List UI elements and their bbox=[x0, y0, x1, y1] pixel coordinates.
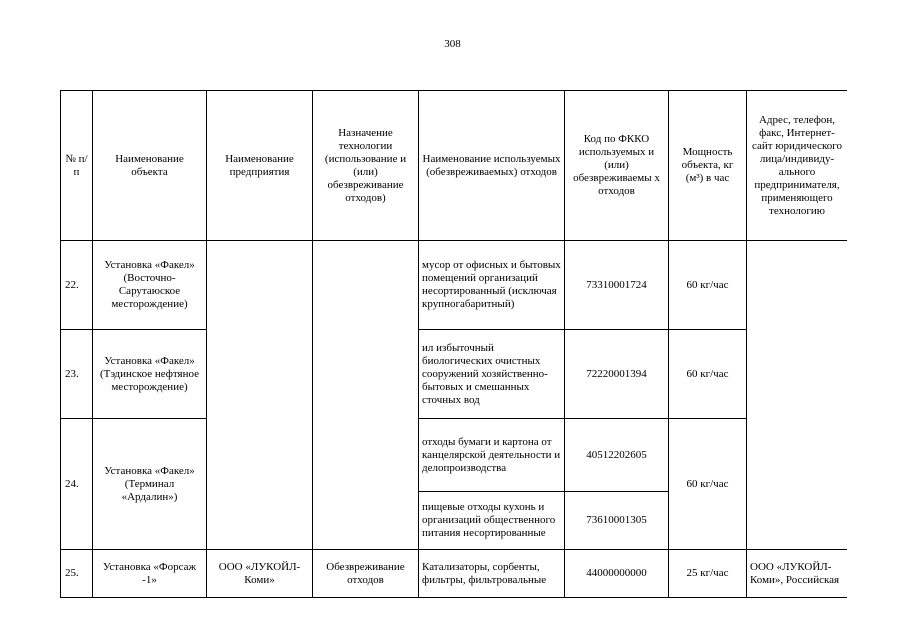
row-waste: мусор от офисных и бытовых помещений организаций несортированный (исключая крупногабаритный) bbox=[419, 241, 565, 330]
row-fkko: 73610001305 bbox=[565, 492, 669, 550]
row-fkko: 72220001394 bbox=[565, 330, 669, 419]
row-waste: ил избыточный биологических очистных сооружений хозяйственно-бытовых и смешанных сточных вод bbox=[419, 330, 565, 419]
table-container bbox=[60, 90, 847, 600]
row-num: 23. bbox=[61, 330, 93, 419]
row-power: 60 кг/час bbox=[669, 241, 747, 330]
header-address: Адрес, телефон, факс, Интернет-сайт юридического лица/индивиду-ального предпринимателя, применяющего технологию bbox=[747, 91, 848, 241]
row-object: Установка «Форсаж -1» bbox=[93, 550, 207, 598]
row-power: 60 кг/час bbox=[669, 330, 747, 419]
table-row bbox=[61, 330, 848, 419]
table-row bbox=[61, 550, 848, 598]
purpose-merged-cell bbox=[313, 241, 419, 550]
row-num: 22. bbox=[61, 241, 93, 330]
row-waste: пищевые отходы кухонь и организаций общественного питания несортированные bbox=[419, 492, 565, 550]
company-merged-cell bbox=[207, 241, 313, 550]
row-fkko: 40512202605 bbox=[565, 419, 669, 492]
row-object: Установка «Факел» (Тэдинское нефтяное месторождение) bbox=[93, 330, 207, 419]
row-waste: отходы бумаги и картона от канцелярской деятельности и делопроизводства bbox=[419, 419, 565, 492]
header-power: Мощность объекта, кг (м³) в час bbox=[669, 91, 747, 241]
row-power: 60 кг/час bbox=[669, 419, 747, 550]
header-object: Наименование объекта bbox=[93, 91, 207, 241]
row-object: Установка «Факел» (Восточно-Сарутаюское месторождение) bbox=[93, 241, 207, 330]
row-num: 24. bbox=[61, 419, 93, 550]
row-fkko: 44000000000 bbox=[565, 550, 669, 598]
address-merged-cell bbox=[747, 241, 848, 550]
technologies-table bbox=[60, 90, 847, 598]
row-address: ООО «ЛУКОЙЛ-Коми», Российская bbox=[747, 550, 848, 598]
row-power: 25 кг/час bbox=[669, 550, 747, 598]
table-row bbox=[61, 241, 848, 330]
header-purpose: Назначение технологии (использование и (или) обезвреживание отходов) bbox=[313, 91, 419, 241]
row-fkko: 73310001724 bbox=[565, 241, 669, 330]
header-num: № п/п bbox=[61, 91, 93, 241]
page-number: 308 bbox=[444, 38, 461, 50]
row-waste: Катализаторы, сорбенты, фильтры, фильтровальные bbox=[419, 550, 565, 598]
table-row bbox=[61, 419, 848, 492]
header-fkko: Код по ФККО используемых и (или) обезвреживаемы х отходов bbox=[565, 91, 669, 241]
row-object: Установка «Факел» (Терминал «Ардалин») bbox=[93, 419, 207, 550]
header-waste: Наименование используемых (обезвреживаемых) отходов bbox=[419, 91, 565, 241]
header-company: Наименование предприятия bbox=[207, 91, 313, 241]
row-company: ООО «ЛУКОЙЛ-Коми» bbox=[207, 550, 313, 598]
row-num: 25. bbox=[61, 550, 93, 598]
header-row bbox=[61, 91, 848, 241]
row-purpose: Обезвреживание отходов bbox=[313, 550, 419, 598]
